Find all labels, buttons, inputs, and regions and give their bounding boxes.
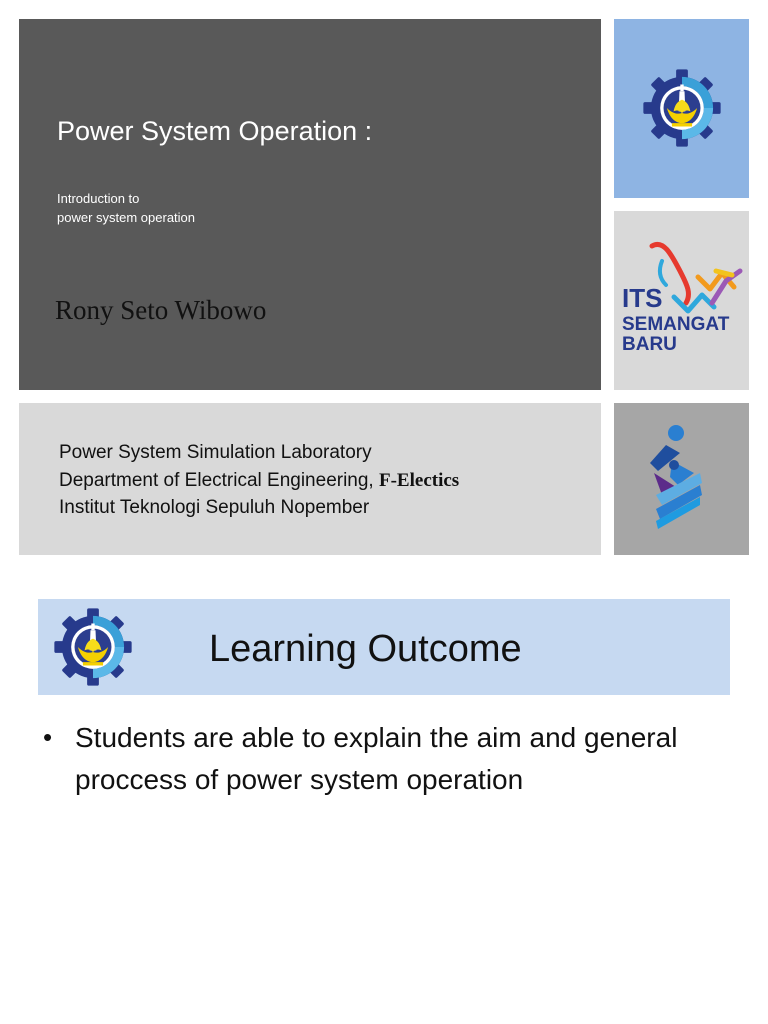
logo-panel-emblem xyxy=(614,19,749,198)
department-text: Department of Electrical Engineering, xyxy=(59,469,379,491)
affiliation-institute: Institut Teknologi Sepuluh Nopember xyxy=(59,497,370,518)
its-logo-line-3: BARU xyxy=(622,334,677,355)
title-panel xyxy=(19,19,601,390)
affiliation-panel xyxy=(19,403,601,555)
slide-subtitle xyxy=(57,189,195,227)
subtitle-line-1: Introduction to xyxy=(57,191,140,206)
affiliation-text xyxy=(59,439,459,522)
logo-panel-its xyxy=(614,211,749,390)
affiliation-department xyxy=(59,467,459,495)
its-semangat-baru-logo xyxy=(614,211,749,390)
learning-outcome-header xyxy=(38,599,730,695)
its-logo-line-1: ITS xyxy=(622,283,663,313)
affiliation-lab: Power System Simulation Laboratory xyxy=(59,442,372,463)
its-logo-line-2: SEMANGAT xyxy=(622,314,730,335)
bullet-symbol: • xyxy=(43,722,53,752)
faculty-name: F-Electics xyxy=(379,469,460,491)
logo-panel-faculty xyxy=(614,403,749,555)
its-emblem-icon xyxy=(51,605,135,689)
bullet-text: Students are able to explain the aim and general proccess of power system operation xyxy=(75,722,678,795)
subtitle-line-2: power system operation xyxy=(57,210,196,225)
slide-title: Power System Operation : xyxy=(57,116,373,146)
its-emblem-icon xyxy=(640,66,724,150)
faculty-logo-icon xyxy=(648,423,714,533)
author-name: Rony Seto Wibowo xyxy=(55,295,267,325)
learning-outcome-title: Learning Outcome xyxy=(209,628,522,670)
